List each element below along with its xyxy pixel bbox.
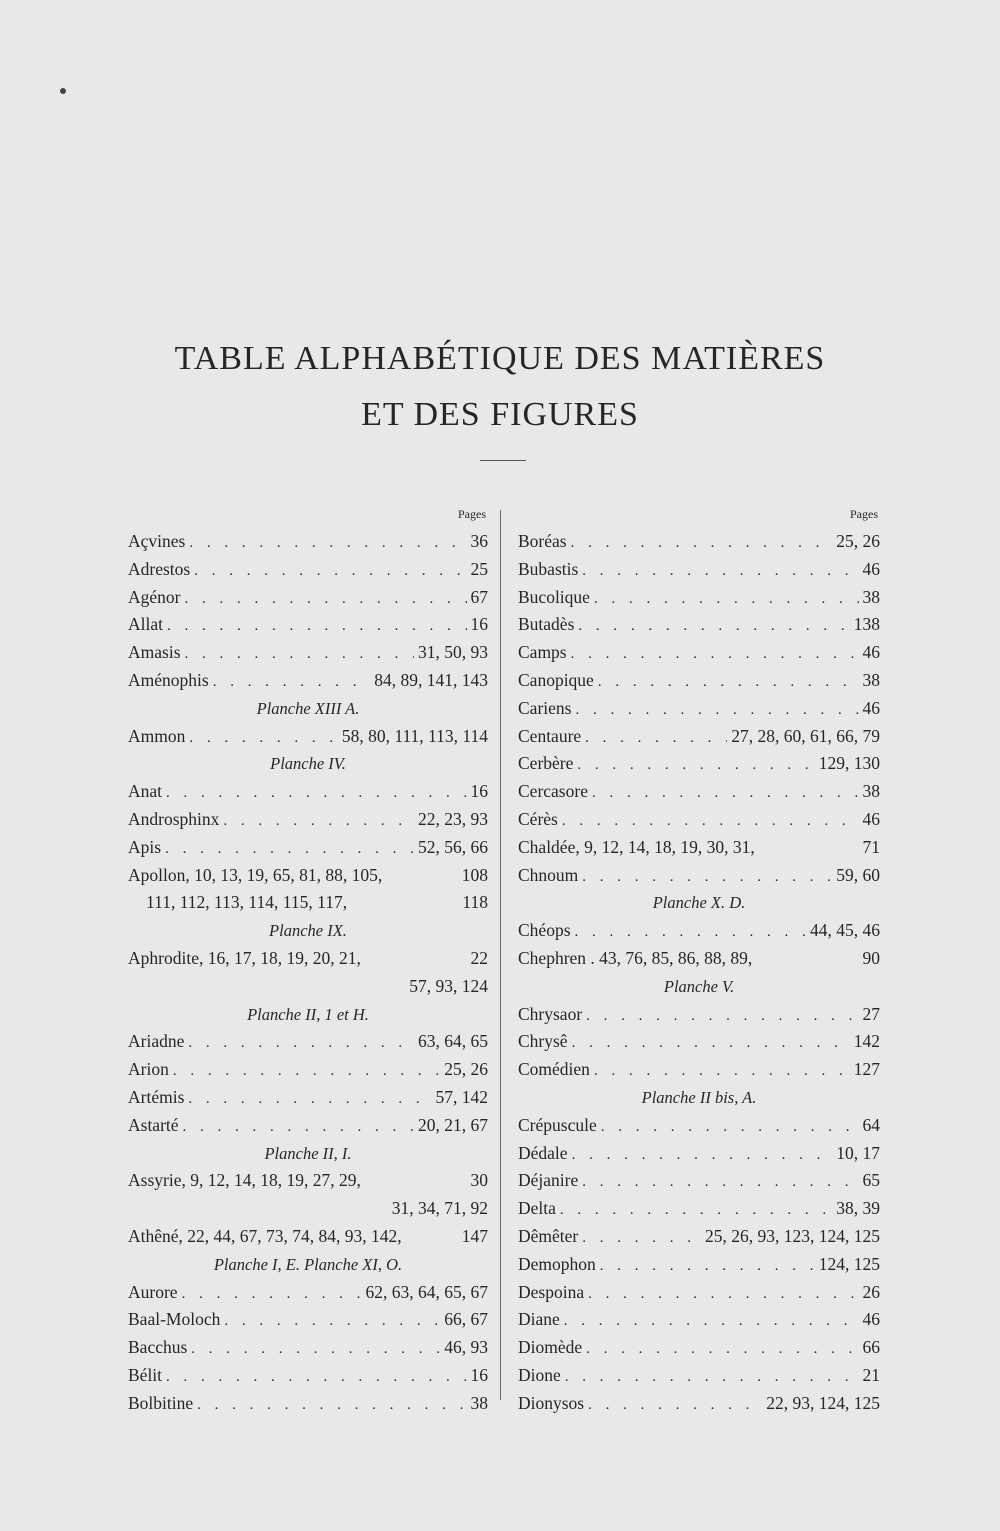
entry-term-with-pages: Assyrie, 9, 12, 14, 18, 19, 27, 29,	[128, 1170, 361, 1191]
dot-leader	[565, 1364, 859, 1392]
dot-leader	[577, 752, 814, 780]
index-entry	[518, 917, 880, 945]
plate-label: Planche X. D.	[652, 893, 746, 913]
entry-pages: 57, 142	[435, 1086, 488, 1107]
entry-term: Amasis	[128, 642, 181, 663]
entry-term-with-pages: Chaldée, 9, 12, 14, 18, 19, 30, 31,	[518, 836, 755, 857]
entry-term: Bacchus	[128, 1337, 188, 1358]
dot-leader	[588, 1281, 858, 1309]
entry-pages: 27, 28, 60, 61, 66, 79	[731, 725, 880, 746]
entry-pages: 38	[862, 781, 880, 802]
pages-header: Pages	[850, 507, 878, 521]
dot-leader	[165, 836, 414, 864]
dot-leader	[601, 1114, 859, 1142]
entry-term: Anat	[128, 781, 163, 802]
plate-label: Planche V.	[663, 976, 735, 996]
dot-leader	[183, 1114, 414, 1142]
entry-term: Comédien	[518, 1059, 590, 1080]
index-entry-multiline	[128, 889, 488, 917]
title-rule	[480, 460, 526, 461]
index-entry	[128, 1334, 488, 1362]
entry-term: Bucolique	[518, 586, 590, 607]
entry-pages: 21	[862, 1364, 880, 1385]
dot-leader	[188, 1030, 414, 1058]
entry-term-with-pages: Athêné, 22, 44, 67, 73, 74, 84, 93, 142,	[128, 1225, 402, 1246]
index-entry	[518, 723, 880, 751]
entry-pages: 26	[862, 1281, 880, 1302]
entry-term: Butadès	[518, 614, 575, 635]
entry-term: Dione	[518, 1364, 561, 1385]
entry-term: Canopique	[518, 669, 594, 690]
index-entry	[128, 1390, 488, 1418]
entry-pages: 127	[853, 1059, 880, 1080]
index-entry-multiline	[128, 1223, 488, 1251]
entry-term: Ariadne	[128, 1031, 185, 1052]
entry-pages: 66, 67	[444, 1309, 488, 1330]
index-entry	[518, 750, 880, 778]
entry-pages: 31, 50, 93	[418, 642, 488, 663]
index-entry	[518, 1334, 880, 1362]
index-entry	[518, 556, 880, 584]
entry-pages: 57, 93, 124	[409, 975, 488, 996]
entry-term-with-pages: 111, 112, 113, 114, 115, 117,	[146, 892, 348, 913]
plate-label: Planche I, E. Planche XI, O.	[213, 1254, 403, 1274]
index-entry	[518, 1195, 880, 1223]
dot-leader	[588, 1392, 762, 1420]
index-entry	[128, 1279, 488, 1307]
entry-pages: 30	[470, 1170, 488, 1191]
entry-pages: 38	[862, 669, 880, 690]
pages-header: Pages	[458, 507, 486, 521]
entry-term: Baal-Moloch	[128, 1309, 221, 1330]
dot-leader	[586, 1003, 858, 1031]
entry-term: Bubastis	[518, 558, 579, 579]
index-entry	[128, 611, 488, 639]
plate-label: Planche IV.	[270, 754, 346, 774]
entry-term: Cercasore	[518, 781, 588, 802]
index-entry	[518, 1362, 880, 1390]
dot-leader	[594, 586, 859, 614]
entry-term: Astarté	[128, 1114, 179, 1135]
plate-reference	[518, 889, 880, 917]
entry-term: Aménophis	[128, 669, 209, 690]
entry-pages: 147	[461, 1225, 488, 1246]
index-entry	[518, 1140, 880, 1168]
entry-term: Cariens	[518, 697, 572, 718]
page-title-line-1: TABLE ALPHABÉTIQUE DES MATIÈRES	[174, 340, 826, 377]
dot-leader	[571, 530, 833, 558]
entry-term: Camps	[518, 642, 567, 663]
dot-leader	[562, 808, 859, 836]
entry-pages: 46	[862, 1309, 880, 1330]
index-entry	[518, 862, 880, 890]
index-entry	[128, 834, 488, 862]
entry-term: Despoina	[518, 1281, 585, 1302]
index-column-right	[518, 506, 880, 1418]
dot-leader	[182, 1281, 362, 1309]
entry-pages: 64	[862, 1114, 880, 1135]
entry-term: Androsphinx	[128, 808, 220, 829]
dot-leader	[594, 1058, 850, 1086]
entry-term: Adrestos	[128, 558, 191, 579]
dot-leader	[191, 1336, 440, 1364]
entry-pages: 16	[470, 781, 488, 802]
dot-leader	[213, 669, 371, 697]
dot-leader	[586, 1336, 858, 1364]
dot-leader	[575, 919, 807, 947]
entry-term: Cerbère	[518, 753, 574, 774]
entry-pages: 38	[862, 586, 880, 607]
ink-speck	[60, 88, 66, 94]
dot-leader	[185, 641, 415, 669]
page-title-line-2: ET DES FIGURES	[361, 396, 639, 433]
plate-reference	[518, 973, 880, 1001]
entry-pages: 16	[470, 614, 488, 635]
entry-pages: 36	[470, 531, 488, 551]
entry-term: Delta	[518, 1198, 556, 1219]
entry-term: Dionysos	[518, 1392, 585, 1413]
entry-pages: 52, 56, 66	[418, 836, 488, 857]
index-entry	[128, 806, 488, 834]
entry-term-with-pages: Aphrodite, 16, 17, 18, 19, 20, 21,	[128, 947, 361, 968]
index-entry	[518, 1390, 880, 1418]
entry-term: Dédale	[518, 1142, 568, 1163]
index-entry	[128, 556, 488, 584]
entry-pages: 129, 130	[818, 753, 880, 774]
plate-label: Planche XIII A.	[256, 698, 360, 718]
entry-pages: 46, 93	[444, 1337, 488, 1358]
dot-leader	[167, 613, 467, 641]
index-entry-multiline	[128, 945, 488, 973]
plate-label: Planche II bis, A.	[641, 1087, 757, 1107]
dot-leader	[582, 864, 832, 892]
entry-pages: 20, 21, 67	[418, 1114, 488, 1135]
entry-pages: 22, 23, 93	[418, 808, 488, 829]
dot-leader	[592, 780, 859, 808]
dot-leader	[572, 1030, 850, 1058]
entry-term: Agénor	[128, 586, 181, 607]
dot-leader	[166, 780, 466, 808]
index-entry	[518, 639, 880, 667]
entry-pages: 58, 80, 111, 113, 114	[341, 725, 488, 746]
entry-term: Cérès	[518, 808, 558, 829]
entry-pages: 46	[862, 808, 880, 829]
entry-term: Arion	[128, 1059, 169, 1080]
entry-term: Boréas	[518, 531, 567, 551]
entry-term: Centaure	[518, 725, 582, 746]
index-entry	[518, 695, 880, 723]
entry-term: Bélit	[128, 1364, 163, 1385]
entry-pages: 71	[862, 836, 880, 857]
entry-pages: 138	[853, 614, 880, 635]
plate-label: Planche II, 1 et H.	[247, 1004, 369, 1024]
entry-term: Ammon	[128, 725, 186, 746]
entry-pages: 59, 60	[836, 864, 880, 885]
index-entry	[128, 528, 488, 556]
entry-term: Aurore	[128, 1281, 178, 1302]
dot-leader	[173, 1058, 440, 1086]
entry-term: Diane	[518, 1309, 560, 1330]
index-entry	[518, 1112, 880, 1140]
index-entry	[128, 1362, 488, 1390]
entry-pages: 10, 17	[836, 1142, 880, 1163]
dot-leader	[572, 1142, 833, 1170]
entry-pages: 25, 26	[444, 1059, 488, 1080]
index-entry	[518, 806, 880, 834]
dot-leader	[585, 725, 727, 753]
entry-term: Chéops	[518, 920, 571, 941]
entry-term: Artémis	[128, 1086, 185, 1107]
entry-pages: 46	[862, 558, 880, 579]
index-entry-multiline	[518, 834, 880, 862]
entry-pages: 124, 125	[818, 1253, 880, 1274]
index-entry-multiline	[518, 945, 880, 973]
index-entry	[518, 584, 880, 612]
dot-leader	[197, 1392, 466, 1420]
index-entry	[128, 584, 488, 612]
index-entry	[518, 611, 880, 639]
entry-term: Bolbitine	[128, 1392, 194, 1413]
entry-term: Chrysaor	[518, 1003, 583, 1024]
index-entry	[128, 778, 488, 806]
index-column-left	[128, 506, 488, 1418]
entry-pages: 118	[462, 892, 488, 913]
index-entry	[518, 1028, 880, 1056]
dot-leader	[600, 1253, 815, 1281]
entry-continuation	[128, 1195, 488, 1223]
entry-pages: 22, 93, 124, 125	[766, 1392, 880, 1413]
dot-leader	[194, 558, 466, 586]
entry-pages: 67	[470, 586, 488, 607]
index-entry	[128, 667, 488, 695]
entry-term-with-pages: Apollon, 10, 13, 19, 65, 81, 88, 105,	[128, 864, 383, 885]
entry-term: Dêmêter	[518, 1225, 579, 1246]
entry-term: Allat	[128, 614, 163, 635]
entry-term: Déjanire	[518, 1170, 579, 1191]
entry-pages: 25, 26, 93, 123, 124, 125	[705, 1225, 880, 1246]
index-entry	[128, 723, 488, 751]
entry-pages: 63, 64, 65	[418, 1031, 488, 1052]
entry-pages: 108	[461, 864, 488, 885]
index-entry	[128, 1306, 488, 1334]
entry-pages: 22	[470, 947, 488, 968]
index-entry	[128, 1056, 488, 1084]
entry-pages: 65	[862, 1170, 880, 1191]
entry-pages: 66	[862, 1337, 880, 1358]
plate-reference	[128, 1140, 488, 1168]
index-entry	[518, 1306, 880, 1334]
index-entry	[518, 778, 880, 806]
entry-pages: 46	[862, 642, 880, 663]
column-divider	[500, 510, 501, 1400]
dot-leader	[224, 1308, 440, 1336]
entry-pages: 38, 39	[836, 1198, 880, 1219]
entry-term: Chnoum	[518, 864, 579, 885]
index-entry-multiline	[128, 862, 488, 890]
dot-leader	[571, 641, 859, 669]
plate-reference	[128, 1001, 488, 1029]
index-entry	[128, 1084, 488, 1112]
plate-label: Planche II, I.	[264, 1143, 352, 1163]
plate-reference	[128, 917, 488, 945]
index-entry	[128, 1028, 488, 1056]
dot-leader	[578, 613, 849, 641]
index-entry	[128, 639, 488, 667]
entry-pages: 16	[470, 1364, 488, 1385]
dot-leader	[223, 808, 414, 836]
dot-leader	[582, 558, 858, 586]
index-entry-multiline	[128, 1167, 488, 1195]
dot-leader	[188, 1086, 431, 1114]
index-entry	[518, 528, 880, 556]
entry-continuation	[128, 973, 488, 1001]
entry-pages: 31, 34, 71, 92	[391, 1198, 488, 1219]
dot-leader	[189, 725, 337, 753]
dot-leader	[582, 1225, 701, 1253]
dot-leader	[166, 1364, 466, 1392]
entry-pages: 142	[853, 1031, 880, 1052]
entry-term: Diomède	[518, 1337, 583, 1358]
plate-reference	[128, 750, 488, 778]
index-entry	[518, 1223, 880, 1251]
index-entry	[518, 1001, 880, 1029]
plate-reference	[518, 1084, 880, 1112]
index-entry	[518, 1056, 880, 1084]
entry-pages: 84, 89, 141, 143	[374, 669, 488, 690]
dot-leader	[564, 1308, 859, 1336]
entry-term: Demophon	[518, 1253, 596, 1274]
entry-term: Chrysê	[518, 1031, 568, 1052]
index-entry	[128, 1112, 488, 1140]
plate-label: Planche IX.	[269, 921, 347, 941]
index-entry	[518, 667, 880, 695]
entry-pages: 38	[470, 1392, 488, 1413]
entry-pages: 90	[862, 947, 880, 968]
entry-pages: 44, 45, 46	[810, 920, 880, 941]
entry-term: Crépuscule	[518, 1114, 597, 1135]
plate-reference	[128, 695, 488, 723]
entry-pages: 46	[862, 697, 880, 718]
entry-term-with-pages: Chephren . 43, 76, 85, 86, 88, 89,	[518, 947, 753, 968]
entry-pages: 62, 63, 64, 65, 67	[365, 1281, 488, 1302]
entry-term: Açvines	[128, 531, 186, 551]
dot-leader	[560, 1197, 832, 1225]
index-entry	[518, 1251, 880, 1279]
entry-pages: 25	[470, 558, 488, 579]
dot-leader	[189, 530, 466, 558]
dot-leader	[575, 697, 858, 725]
index-entry	[518, 1279, 880, 1307]
entry-term: Apis	[128, 836, 162, 857]
dot-leader	[598, 669, 859, 697]
index-entry	[518, 1167, 880, 1195]
entry-pages: 25, 26	[836, 531, 880, 551]
entry-pages: 27	[862, 1003, 880, 1024]
dot-leader	[184, 586, 466, 614]
dot-leader	[582, 1169, 858, 1197]
plate-reference	[128, 1251, 488, 1279]
